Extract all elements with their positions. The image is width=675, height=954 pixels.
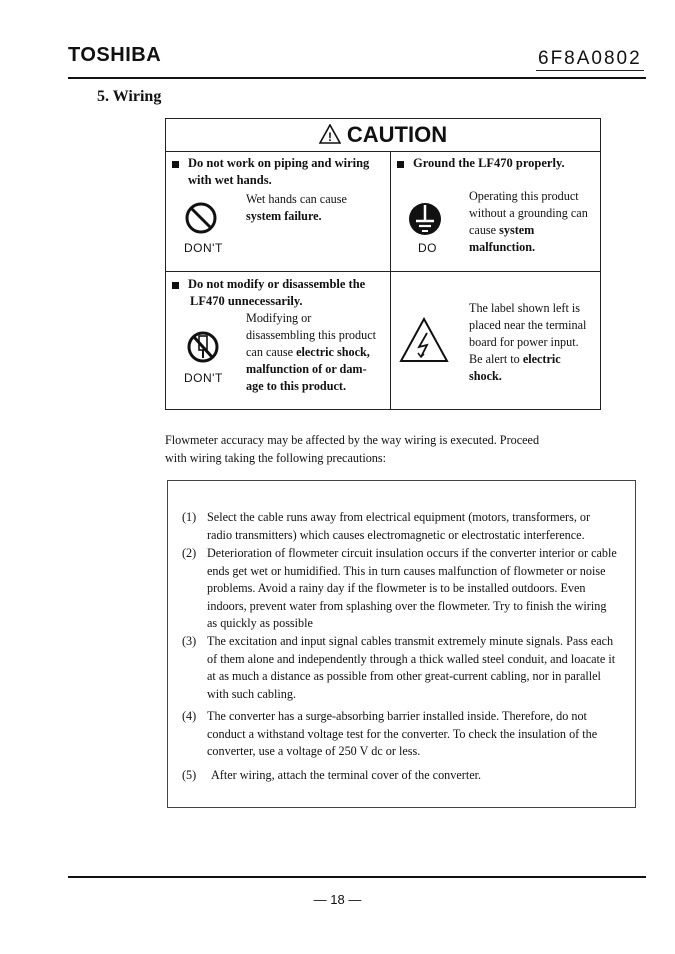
page-number: — 18 — (313, 892, 362, 907)
footer-rule (68, 876, 646, 878)
bullet-icon (172, 282, 179, 289)
document-number: 6F8A0802 (538, 48, 642, 69)
cell3-heading: Do not modify or disassemble the (188, 277, 366, 291)
cell2-heading: Ground the LF470 properly. (413, 156, 565, 170)
cell1-text: Wet hands can cause system failure. (246, 192, 347, 223)
do-label: DO (418, 241, 437, 255)
ground-icon (408, 200, 442, 238)
section-title: 5. Wiring (97, 88, 162, 105)
cell4-text: The label shown left is placed near the terminal board for power input. Be alert to electric shock. (469, 301, 587, 383)
dont-label: DON'T (184, 241, 223, 255)
caution-cell-modify (172, 276, 386, 310)
caution-title: CAUTION (346, 122, 448, 147)
grid-divider-horizontal (166, 271, 600, 272)
electric-shock-warning-icon (399, 317, 449, 363)
cell3-text: Modifying or disassembling this product can cause electric shock, malfunction of or dam- age to this product. (246, 311, 376, 393)
prohibition-icon (184, 201, 218, 235)
caution-header (166, 119, 600, 152)
no-disassembly-icon (186, 329, 220, 365)
list-item: (2) Deterioration of flowmeter circuit insulation occurs if the converter interior or cable ends get wet or humidified. This in turn causes malfunction of flowmeter or noise problems. Avoid a rainy day if the flowmeter is to be installed outdoors. Even indoors, prevent water from splashing over the flowmeter. Try to finish the wiring as quickly as possible (182, 546, 617, 630)
header-rule (68, 77, 646, 79)
cell1-heading: Do not work on piping and wiring (188, 156, 370, 170)
list-item: (1) Select the cable runs away from electrical equipment (motors, transformers, or radio transmitters) which causes electromagnetic or electrostatic interference. (182, 510, 591, 542)
cell2-text: Operating this product without a grounding can cause system malfunction. (469, 189, 588, 254)
list-item: (5) After wiring, attach the terminal cover of the converter. (182, 768, 482, 782)
brand-logo: TOSHIBA (68, 44, 162, 66)
list-item: (4) The converter has a surge-absorbing barrier installed inside. Therefore, do not conduct a withstand voltage test for the converter. To check the insulation of the converter, use a voltage of 250 V dc or less. (182, 709, 598, 758)
cell3-heading-cont: LF470 unnecessarily. (190, 294, 303, 308)
caution-box (165, 118, 601, 410)
bullet-icon (397, 161, 404, 168)
intro-paragraph: Flowmeter accuracy may be affected by the way wiring is executed. Proceed with wiring taking the following precautions: (165, 433, 540, 465)
precautions-box (167, 480, 636, 808)
caution-cell-wet-hands (172, 155, 386, 189)
list-item: (3) The excitation and input signal cables transmit extremely minute signals. Pass each of them alone and independently through a thick walled steel conduit, and loacate it at as much a distance as possible from other great-current cabling, nor in parallel with such cabling. (182, 634, 616, 701)
warning-triangle-icon (319, 124, 341, 144)
cell1-heading-cont: with wet hands. (188, 173, 272, 187)
svg-text:!: ! (327, 130, 332, 144)
bullet-icon (172, 161, 179, 168)
caution-cell-ground (397, 155, 597, 172)
dont-label-2: DON'T (184, 371, 223, 385)
grid-divider-vertical (390, 152, 391, 409)
